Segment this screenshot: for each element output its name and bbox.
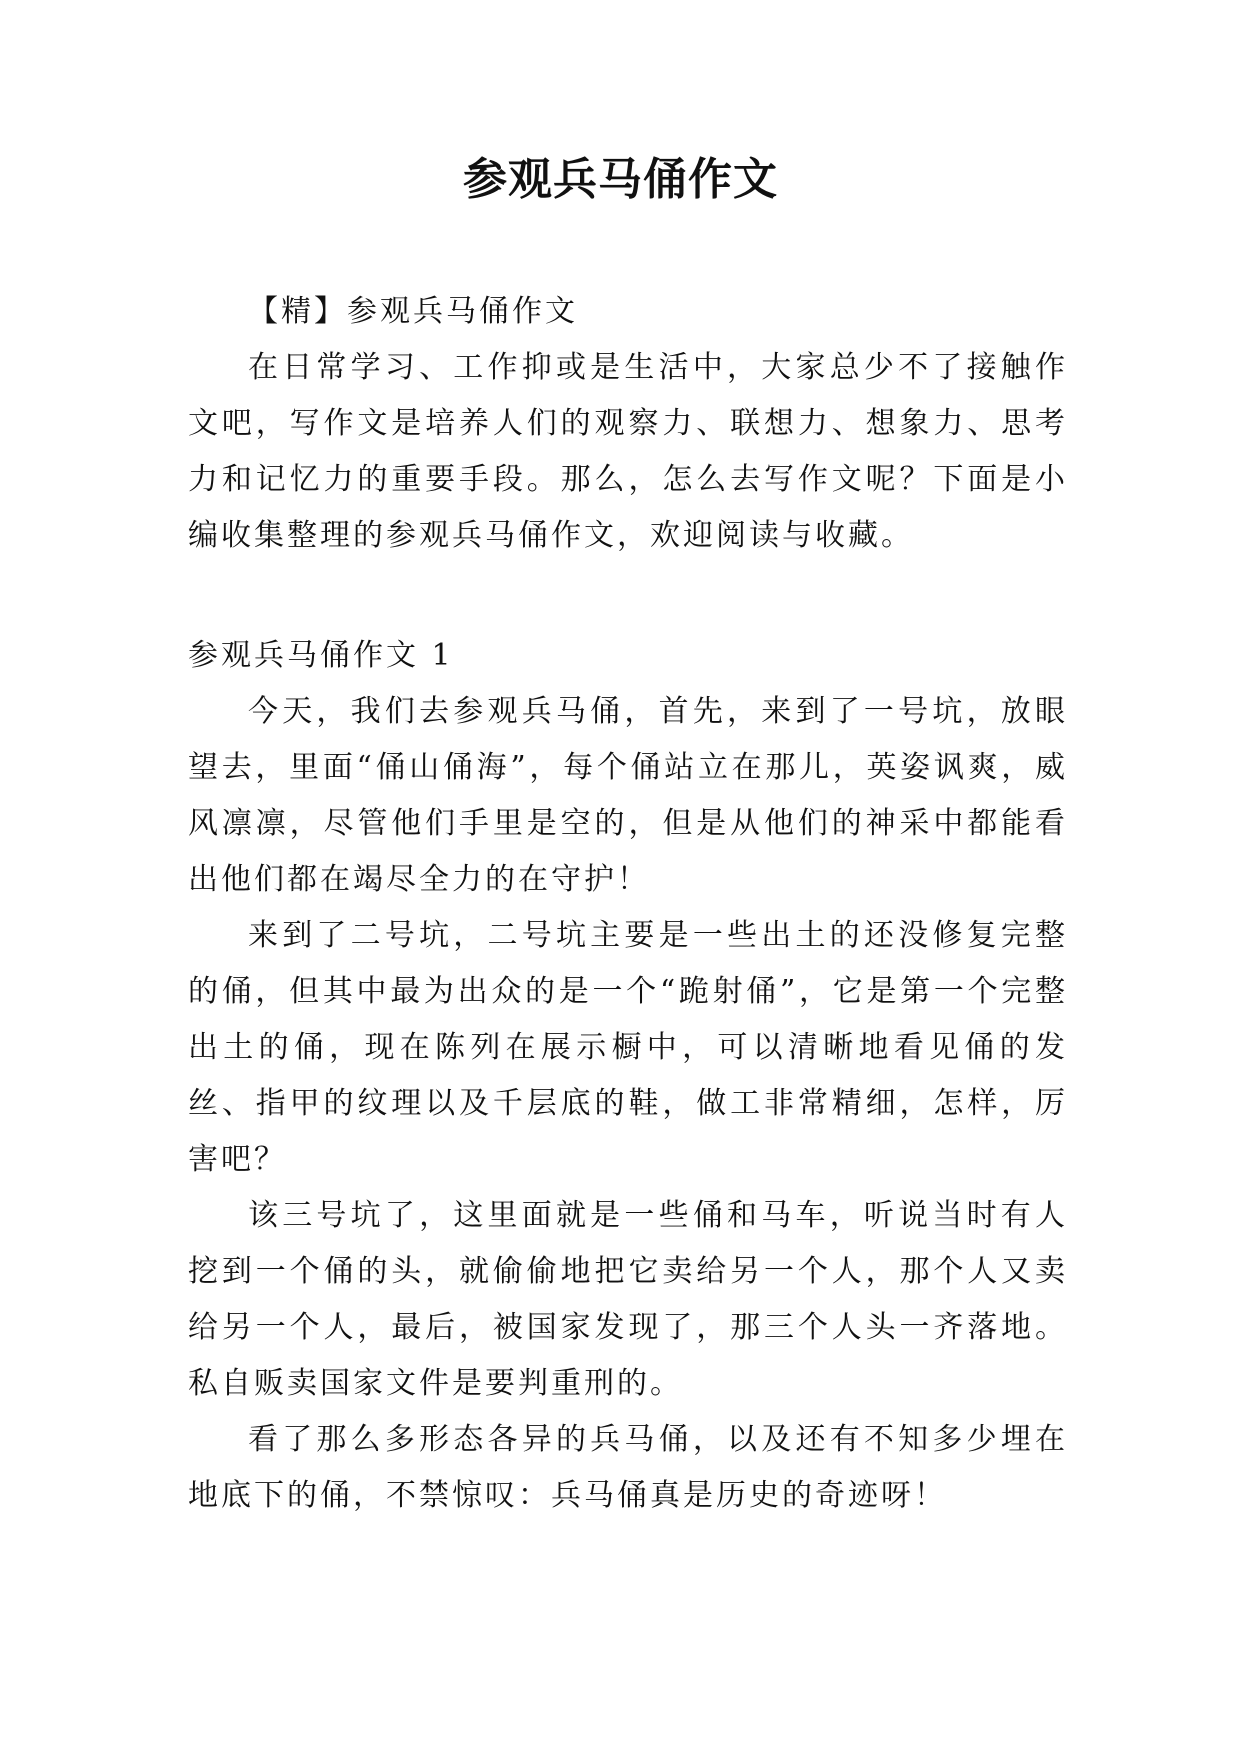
body-paragraph-1: 今天，我们去参观兵马俑，首先，来到了一号坑，放眼望去，里面“俑山俑海”，每个俑站立在那儿，英姿讽爽，威风凛凛，尽管他们手里是空的，但是从他们的神采中都能看出他们都在竭尽全力的在守护！ xyxy=(188,694,1068,897)
body-paragraph-3: 该三号坑了，这里面就是一些俑和马车，听说当时有人挖到一个俑的头，就偷偷地把它卖给另一个人，那个人又卖给另一个人，最后，被国家发现了，那三个人头一齐落地。私自贩卖国家文件是要判重刑的。 xyxy=(188,1198,1068,1401)
lead-line: 【精】参观兵马俑作文 xyxy=(248,294,578,329)
section-heading: 参观兵马俑作文 1 xyxy=(188,638,454,673)
body-paragraph-4: 看了那么多形态各异的兵马俑，以及还有不知多少埋在地底下的俑，不禁惊叹：兵马俑真是历史的奇迹呀！ xyxy=(188,1422,1068,1513)
document-body xyxy=(188,284,1068,1524)
body-paragraph-2: 来到了二号坑，二号坑主要是一些出土的还没修复完整的俑，但其中最为出众的是一个“跪射俑”，它是第一个完整出土的俑，现在陈列在展示橱中，可以清晰地看见俑的发丝、指甲的纹理以及千层底的鞋，做工非常精细，怎样，厉害吧？ xyxy=(188,918,1068,1177)
intro-paragraph: 在日常学习、工作抑或是生活中，大家总少不了接触作文吧，写作文是培养人们的观察力、联想力、想象力、思考力和记忆力的重要手段。那么，怎么去写作文呢？下面是小编收集整理的参观兵马俑作文，欢迎阅读与收藏。 xyxy=(188,350,1068,553)
page-title: 参观兵马俑作文 xyxy=(463,154,778,205)
